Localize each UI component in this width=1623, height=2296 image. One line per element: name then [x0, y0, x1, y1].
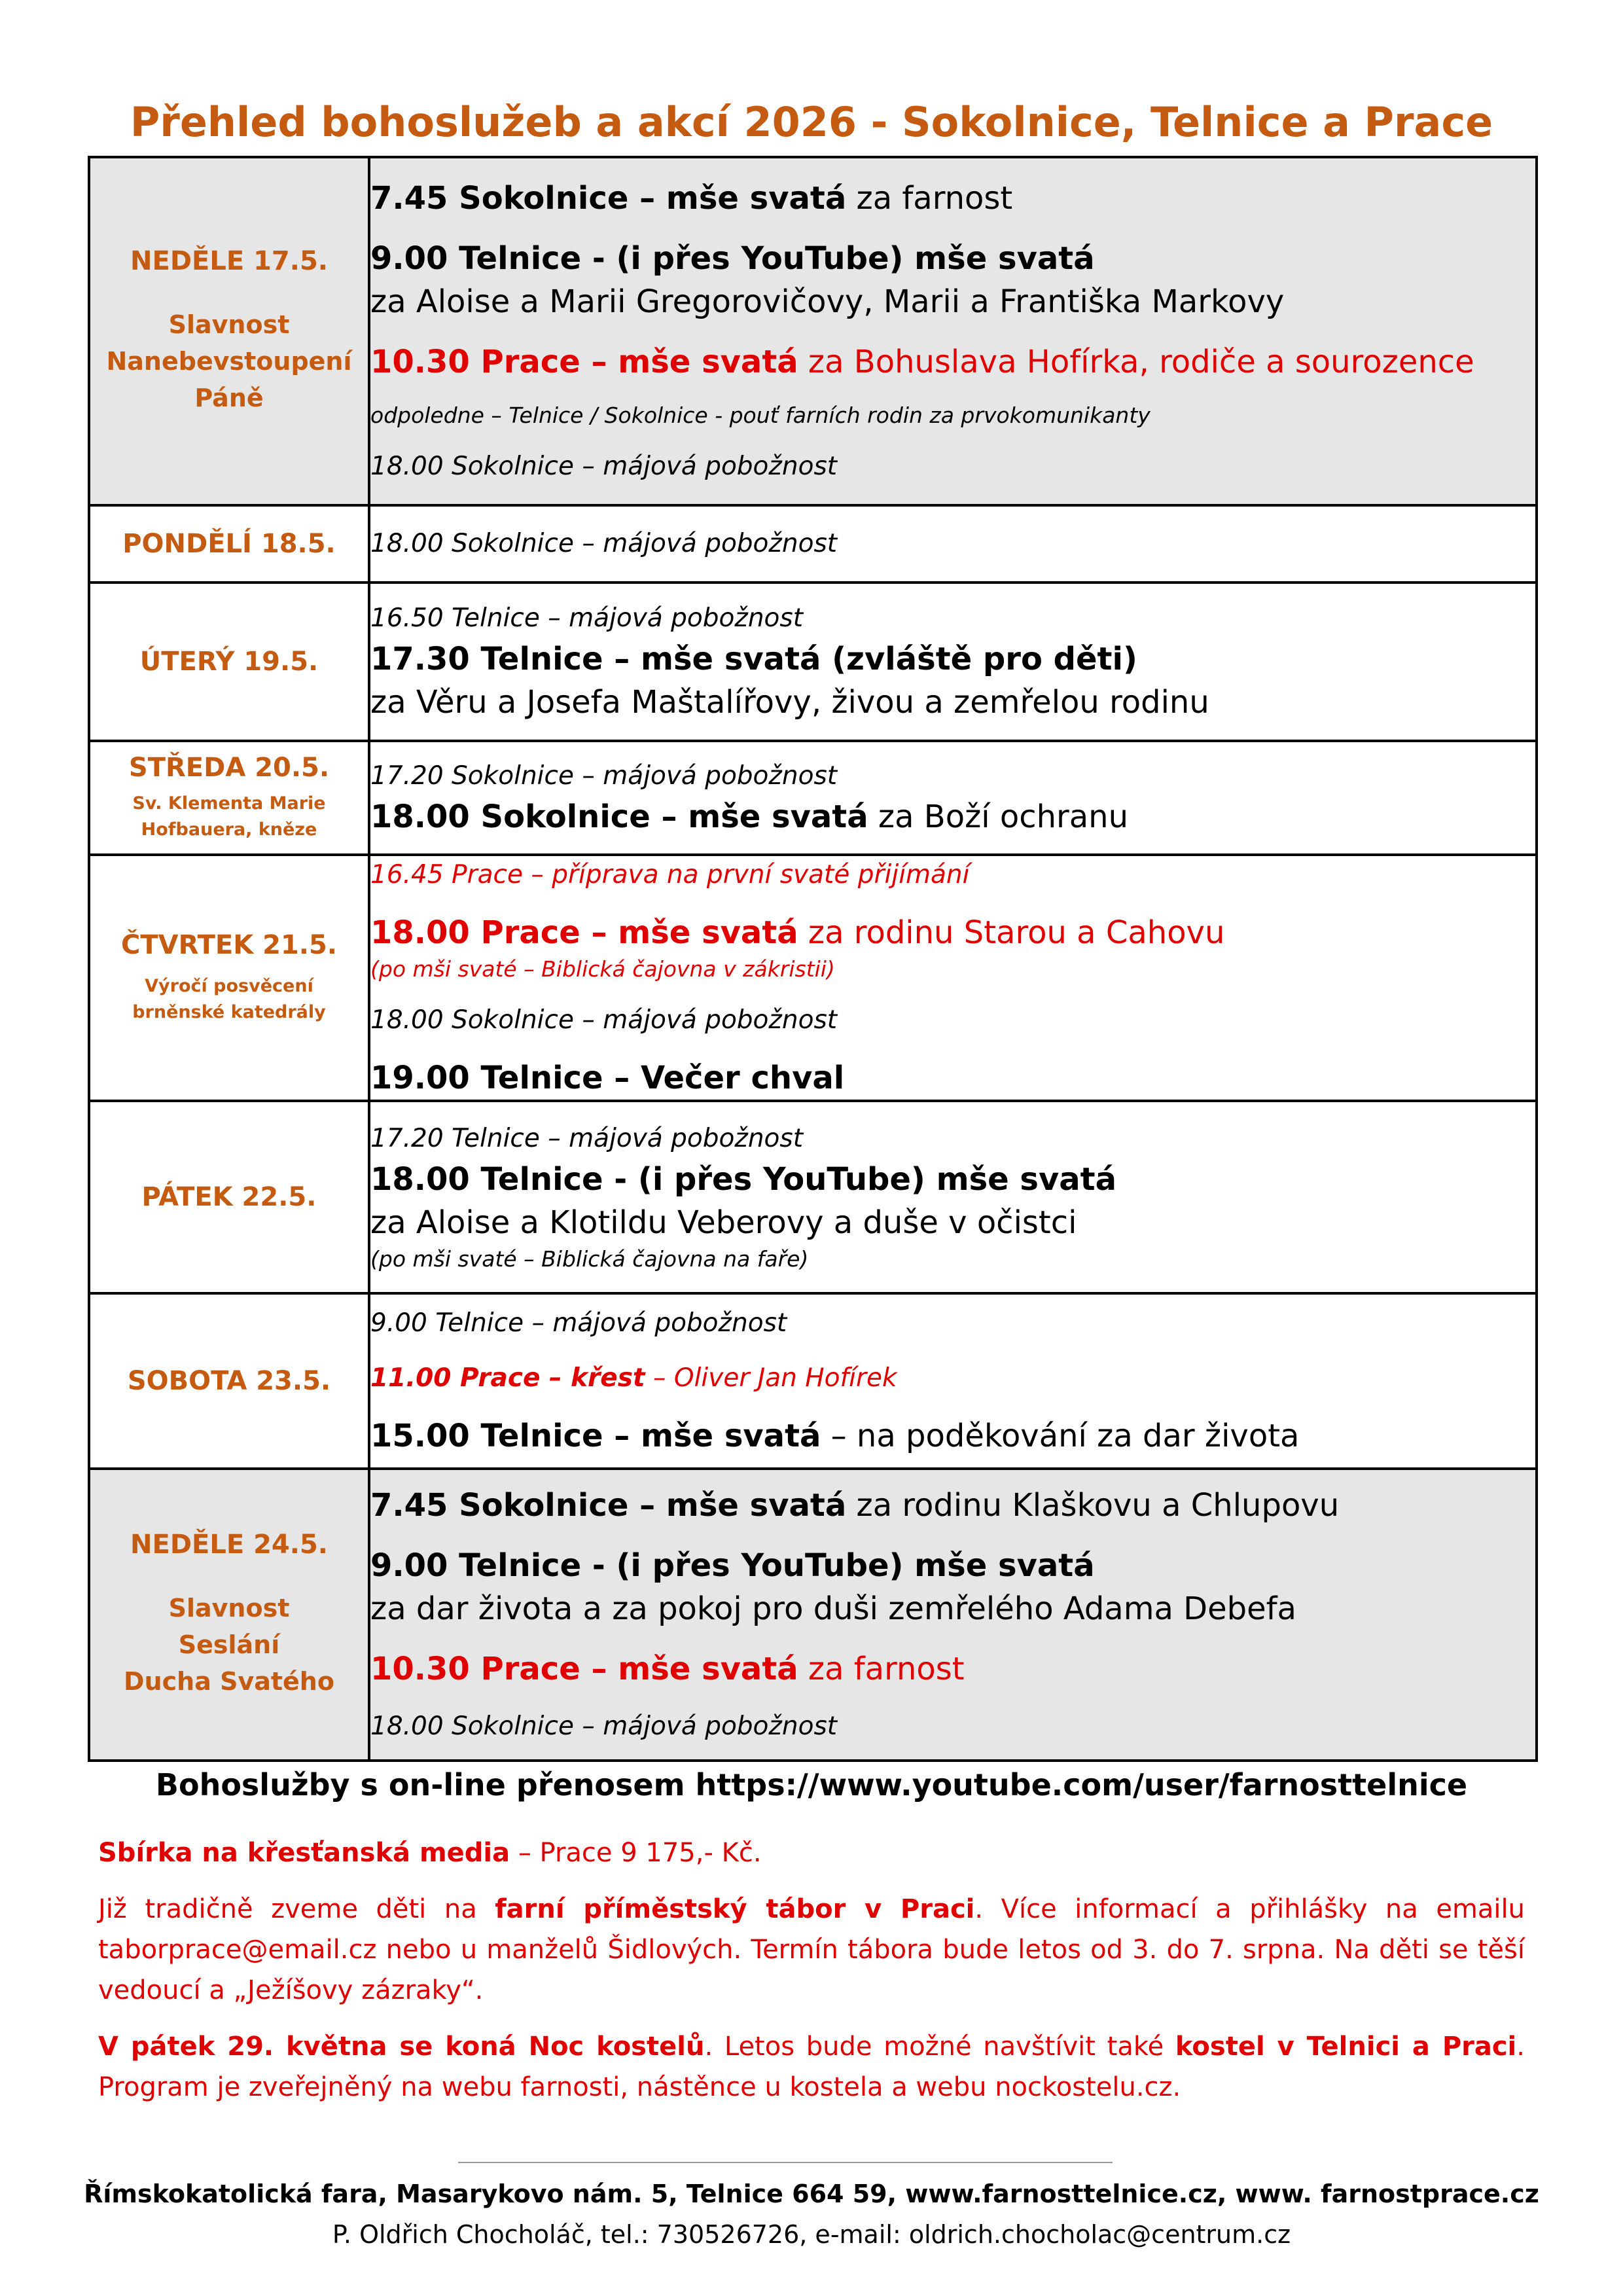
- event-line: [370, 525, 1535, 563]
- day-cell: [89, 583, 369, 741]
- event-devotion: 18.00 Sokolnice – májová pobožnost: [370, 452, 838, 481]
- footer-address: Římskokatolická fara, Masarykovo nám. 5, Telnice 664 59, www.farnosttelnice.cz, www. farnostprace.cz: [84, 2179, 1539, 2208]
- event-line: [370, 1001, 1535, 1039]
- event-line: [370, 757, 1535, 795]
- event-line: [370, 911, 1535, 954]
- event-line: [370, 1414, 1535, 1458]
- day-cell: [89, 1101, 369, 1293]
- events-cell: [369, 157, 1537, 505]
- event-line: [370, 1120, 1535, 1158]
- event-intention: za Bohuslava Hofírka, rodiče a sourozence: [798, 344, 1474, 380]
- event-line: [370, 340, 1535, 384]
- announcement-text: – Prace 9 175,- Kč.: [510, 1838, 762, 1868]
- event-line: [370, 1304, 1535, 1342]
- event-line: [370, 795, 1535, 838]
- event-intention: za rodinu Klaškovu a Chlupovu: [846, 1487, 1340, 1524]
- event-preparation: 16.45 Prace – příprava na první svaté přijímání: [370, 860, 970, 889]
- announcement-text: . Více informací a přihlášky na emailu taborprace@email.cz nebo u manželů Šidlových. Termín tábora bude letos od 3. do 7. srpna. Na děti se těší vedoucí a „Ježíšovy zázraky“.: [98, 1894, 1525, 2005]
- event-intention: za Věru a Josefa Maštalířovy, živou a zemřelou rodinu: [370, 684, 1209, 721]
- page-title: Přehled bohoslužeb a akcí 2026 - Sokolnice, Telnice a Prace: [130, 98, 1493, 146]
- event-line: [370, 1056, 1535, 1100]
- event-main: 10.30 Prace – mše svatá: [370, 344, 798, 380]
- event-intention: za dar života a za pokoj pro duši zemřelého Adama Debefa: [370, 1590, 1296, 1627]
- schedule-row-monday-18: [89, 505, 1537, 583]
- day-name: ČTVRTEK 21.5.: [120, 930, 338, 960]
- day-feast: Seslání: [178, 1630, 280, 1659]
- event-line: [370, 954, 1535, 984]
- event-line: [370, 401, 1535, 431]
- day-cell: [89, 741, 369, 855]
- schedule-table: [88, 156, 1538, 1762]
- schedule-row-saturday-23: [89, 1293, 1537, 1469]
- schedule-row-sunday-24: [89, 1469, 1537, 1761]
- event-line: [370, 1647, 1535, 1691]
- day-cell: [89, 855, 369, 1101]
- event-intention: – Oliver Jan Hofírek: [645, 1363, 897, 1393]
- event-line: [370, 448, 1535, 486]
- day-feast: Slavnost: [168, 1594, 290, 1623]
- announcement-text: . Program je zveřejněný na webu farnosti, nástěnce u kostela a webu nockostelu.cz.: [98, 2032, 1525, 2102]
- events-cell: [369, 855, 1537, 1101]
- events-cell: [369, 505, 1537, 583]
- event-main: 9.00 Telnice - (i přes YouTube) mše svatá: [370, 240, 1095, 277]
- event-main: 7.45 Sokolnice – mše svatá: [370, 1487, 847, 1524]
- event-intention: za farnost: [798, 1651, 965, 1687]
- event-note: (po mši svaté – Biblická čajovna v zákristii): [370, 956, 835, 982]
- day-feast: Sv. Klementa Marie: [132, 793, 326, 814]
- announcement-collection: [98, 1833, 1525, 1873]
- event-line: [370, 600, 1535, 637]
- announcement-text: Již tradičně zveme děti na: [98, 1894, 495, 1924]
- event-devotion: 18.00 Sokolnice – májová pobožnost: [370, 1712, 838, 1741]
- day-feast: Nanebevstoupení: [106, 347, 352, 376]
- event-intention: za Aloise a Marii Gregorovičovy, Marii a Františka Markovy: [370, 283, 1285, 320]
- announcement-night-of-churches: [98, 2026, 1525, 2108]
- announcement-text: . Letos bude možné navštívit také: [704, 2032, 1175, 2062]
- event-line: [370, 1359, 1535, 1397]
- day-name: STŘEDA 20.5.: [128, 753, 330, 783]
- event-line: [370, 280, 1535, 323]
- online-broadcast-note: Bohoslužby s on-line přenosem https://www.youtube.com/user/farnosttelnice: [155, 1767, 1468, 1803]
- day-cell: [89, 505, 369, 583]
- event-intention: za farnost: [846, 180, 1013, 217]
- event-line: [370, 237, 1535, 280]
- event-line: [370, 1158, 1535, 1201]
- events-cell: [369, 741, 1537, 855]
- events-cell: [369, 1293, 1537, 1469]
- day-name: NEDĚLE 17.5.: [130, 246, 328, 276]
- day-name: PONDĚLÍ 18.5.: [122, 529, 336, 559]
- event-devotion: 16.50 Telnice – májová pobožnost: [370, 603, 804, 633]
- schedule-row-tuesday-19: [89, 583, 1537, 741]
- event-intention: za Aloise a Klotildu Veberovy a duše v očistci: [370, 1204, 1077, 1241]
- events-cell: [369, 1469, 1537, 1761]
- footer-contact: P. Oldřich Chocholáč, tel.: 730526726, e-mail: oldrich.chocholac@centrum.cz: [332, 2220, 1291, 2249]
- announcement-camp: [98, 1889, 1525, 2011]
- event-main: 15.00 Telnice – mše svatá: [370, 1418, 821, 1454]
- event-main: 7.45 Sokolnice – mše svatá: [370, 180, 847, 217]
- event-line: [370, 1244, 1535, 1274]
- announcements: [98, 1833, 1525, 2123]
- event-note: odpoledne – Telnice / Sokolnice - pouť farních rodin za prvokomunikanty: [370, 403, 1150, 428]
- event-main: 19.00 Telnice – Večer chval: [370, 1060, 845, 1096]
- day-feast: Hofbauera, kněze: [141, 819, 317, 840]
- schedule-row-thursday-21: [89, 855, 1537, 1101]
- day-feast: Výročí posvěcení: [145, 976, 313, 996]
- event-main: 18.00 Prace – mše svatá: [370, 914, 798, 951]
- event-main: 18.00 Sokolnice – mše svatá: [370, 798, 868, 835]
- event-main: 10.30 Prace – mše svatá: [370, 1651, 798, 1687]
- event-devotion: 9.00 Telnice – májová pobožnost: [370, 1308, 787, 1338]
- day-cell: [89, 157, 369, 505]
- event-intention: za Boží ochranu: [868, 798, 1129, 835]
- day-feast: Páně: [194, 384, 264, 412]
- event-line: [370, 1708, 1535, 1746]
- announcement-highlight: Sbírka na křesťanská media: [98, 1838, 510, 1868]
- events-cell: [369, 583, 1537, 741]
- event-intention: za rodinu Starou a Cahovu: [798, 914, 1225, 951]
- event-main: 9.00 Telnice - (i přes YouTube) mše svatá: [370, 1547, 1095, 1584]
- day-feast: brněnské katedrály: [132, 1002, 326, 1022]
- day-name: NEDĚLE 24.5.: [130, 1530, 328, 1560]
- announcement-highlight: farní příměstský tábor v Praci: [495, 1894, 975, 1924]
- event-line: [370, 1544, 1535, 1587]
- announcement-highlight: V pátek 29. května se koná Noc kostelů: [98, 2032, 705, 2062]
- event-devotion: 17.20 Telnice – májová pobožnost: [370, 1124, 804, 1153]
- event-main: 11.00 Prace – křest: [370, 1363, 645, 1393]
- event-main: 18.00 Telnice - (i přes YouTube) mše svatá: [370, 1161, 1116, 1198]
- event-devotion: 18.00 Sokolnice – májová pobožnost: [370, 529, 838, 558]
- event-line: [370, 1201, 1535, 1244]
- event-line: [370, 1484, 1535, 1527]
- schedule-row-wednesday-20: [89, 741, 1537, 855]
- day-feast: Ducha Svatého: [124, 1667, 334, 1696]
- day-name: ÚTERÝ 19.5.: [139, 647, 319, 677]
- event-devotion: 17.20 Sokolnice – májová pobožnost: [370, 761, 838, 791]
- event-line: [370, 681, 1535, 724]
- event-line: [370, 637, 1535, 681]
- event-line: [370, 856, 1535, 894]
- footer-divider: [458, 2162, 1113, 2163]
- day-name: SOBOTA 23.5.: [127, 1366, 331, 1396]
- day-cell: [89, 1293, 369, 1469]
- event-note: (po mši svaté – Biblická čajovna na faře): [370, 1246, 809, 1272]
- day-cell: [89, 1469, 369, 1761]
- day-name: PÁTEK 22.5.: [141, 1182, 317, 1212]
- event-intention: – na poděkování za dar života: [821, 1418, 1300, 1454]
- event-line: [370, 1587, 1535, 1630]
- event-line: [370, 177, 1535, 220]
- schedule-row-sunday-17: [89, 157, 1537, 505]
- event-main: 17.30 Telnice – mše svatá (zvláště pro děti): [370, 641, 1137, 677]
- day-feast: Slavnost: [168, 310, 290, 339]
- events-cell: [369, 1101, 1537, 1293]
- event-devotion: 18.00 Sokolnice – májová pobožnost: [370, 1005, 838, 1035]
- schedule-row-friday-22: [89, 1101, 1537, 1293]
- announcement-highlight: kostel v Telnici a Praci: [1175, 2032, 1517, 2062]
